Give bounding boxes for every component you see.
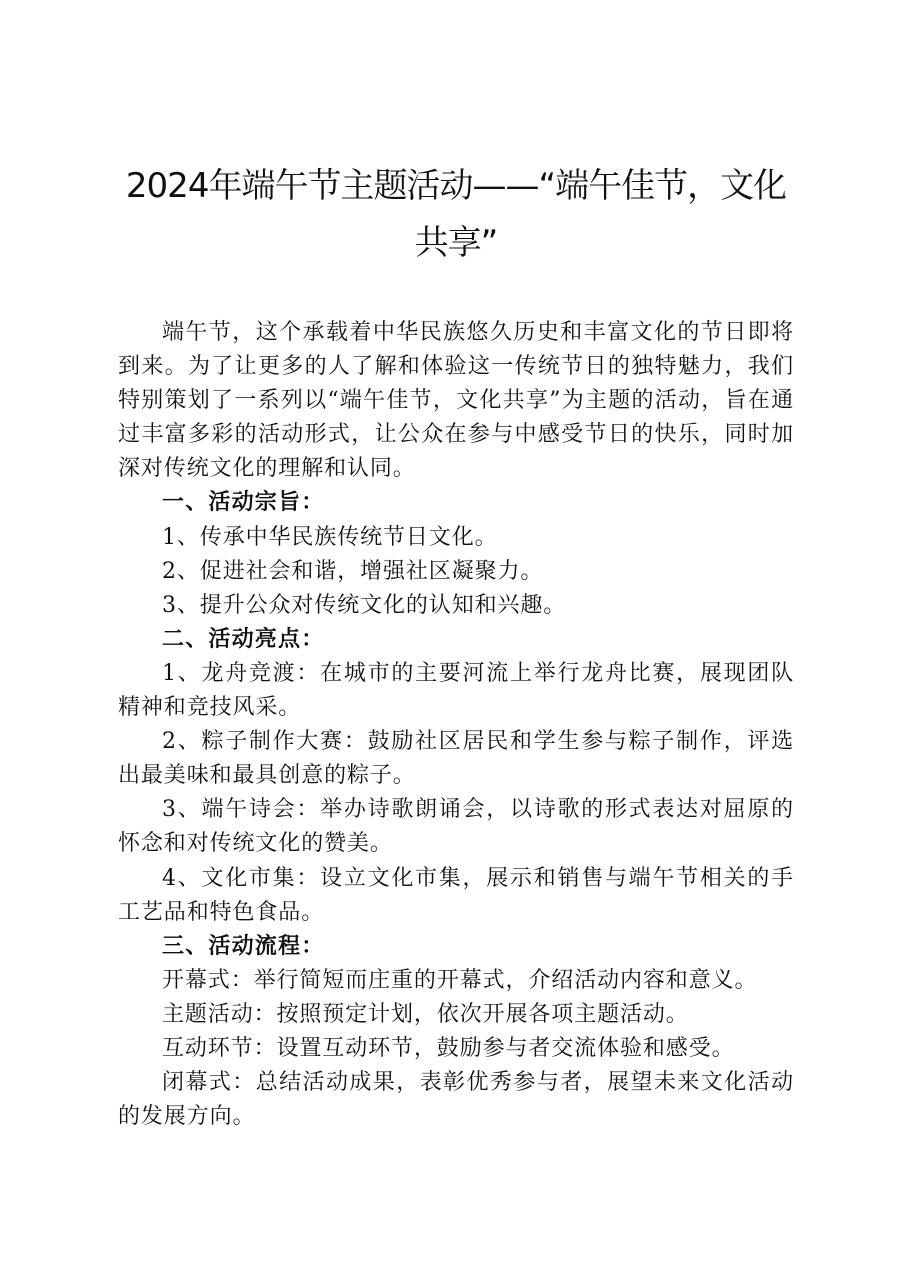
purpose-item: 1、传承中华民族传统节日文化。 [162, 524, 498, 550]
highlight-item: 3、端午诗会：举办诗歌朗诵会，以诗歌的形式表达对屈原的怀念和对传统文化的赞美。 [118, 797, 794, 857]
highlight-item: 2、粽子制作大赛：鼓励社区居民和学生参与粽子制作，评选出最美味和最具创意的粽子。 [118, 729, 794, 789]
process-item: 主题活动：按照预定计划，依次开展各项主题活动。 [162, 1001, 689, 1027]
document-title: 2024年端午节主题活动——“端午佳节，文化共享” [125, 166, 787, 263]
purpose-item: 2、促进社会和谐，增强社区凝聚力。 [162, 558, 544, 584]
highlight-item: 1、龙舟竞渡：在城市的主要河流上举行龙舟比赛，展现团队精神和竞技风采。 [118, 660, 794, 721]
section-heading-purpose: 一、活动宗旨： [162, 490, 325, 516]
section-heading-process: 三、活动流程： [162, 933, 325, 959]
process-item: 闭幕式：总结活动成果，表彰优秀参与者，展望未来文化活动的发展方向。 [118, 1070, 794, 1130]
intro-paragraph: 端午节，这个承载着中华民族悠久历史和丰富文化的节日即将到来。为了让更多的人了解和体验这一传统节日的独特魅力，我们特别策划了一系列以“端午佳节，文化共享”为主题的活动，旨在通过丰富多彩的活动形式，让公众在参与中感受节日的快乐，同时加深对传统文化的理解和认同。 [118, 320, 794, 482]
section-heading-highlights: 二、活动亮点： [162, 626, 325, 652]
process-item: 开幕式：举行简短而庄重的开幕式，介绍活动内容和意义。 [162, 967, 758, 993]
purpose-item: 3、提升公众对传统文化的认知和兴趣。 [162, 592, 567, 618]
document-body [118, 316, 794, 1134]
highlight-item: 4、文化市集：设立文化市集，展示和销售与端午节相关的手工艺品和特色食品。 [118, 865, 794, 925]
process-item: 互动环节：设置互动环节，鼓励参与者交流体验和感受。 [162, 1035, 735, 1061]
